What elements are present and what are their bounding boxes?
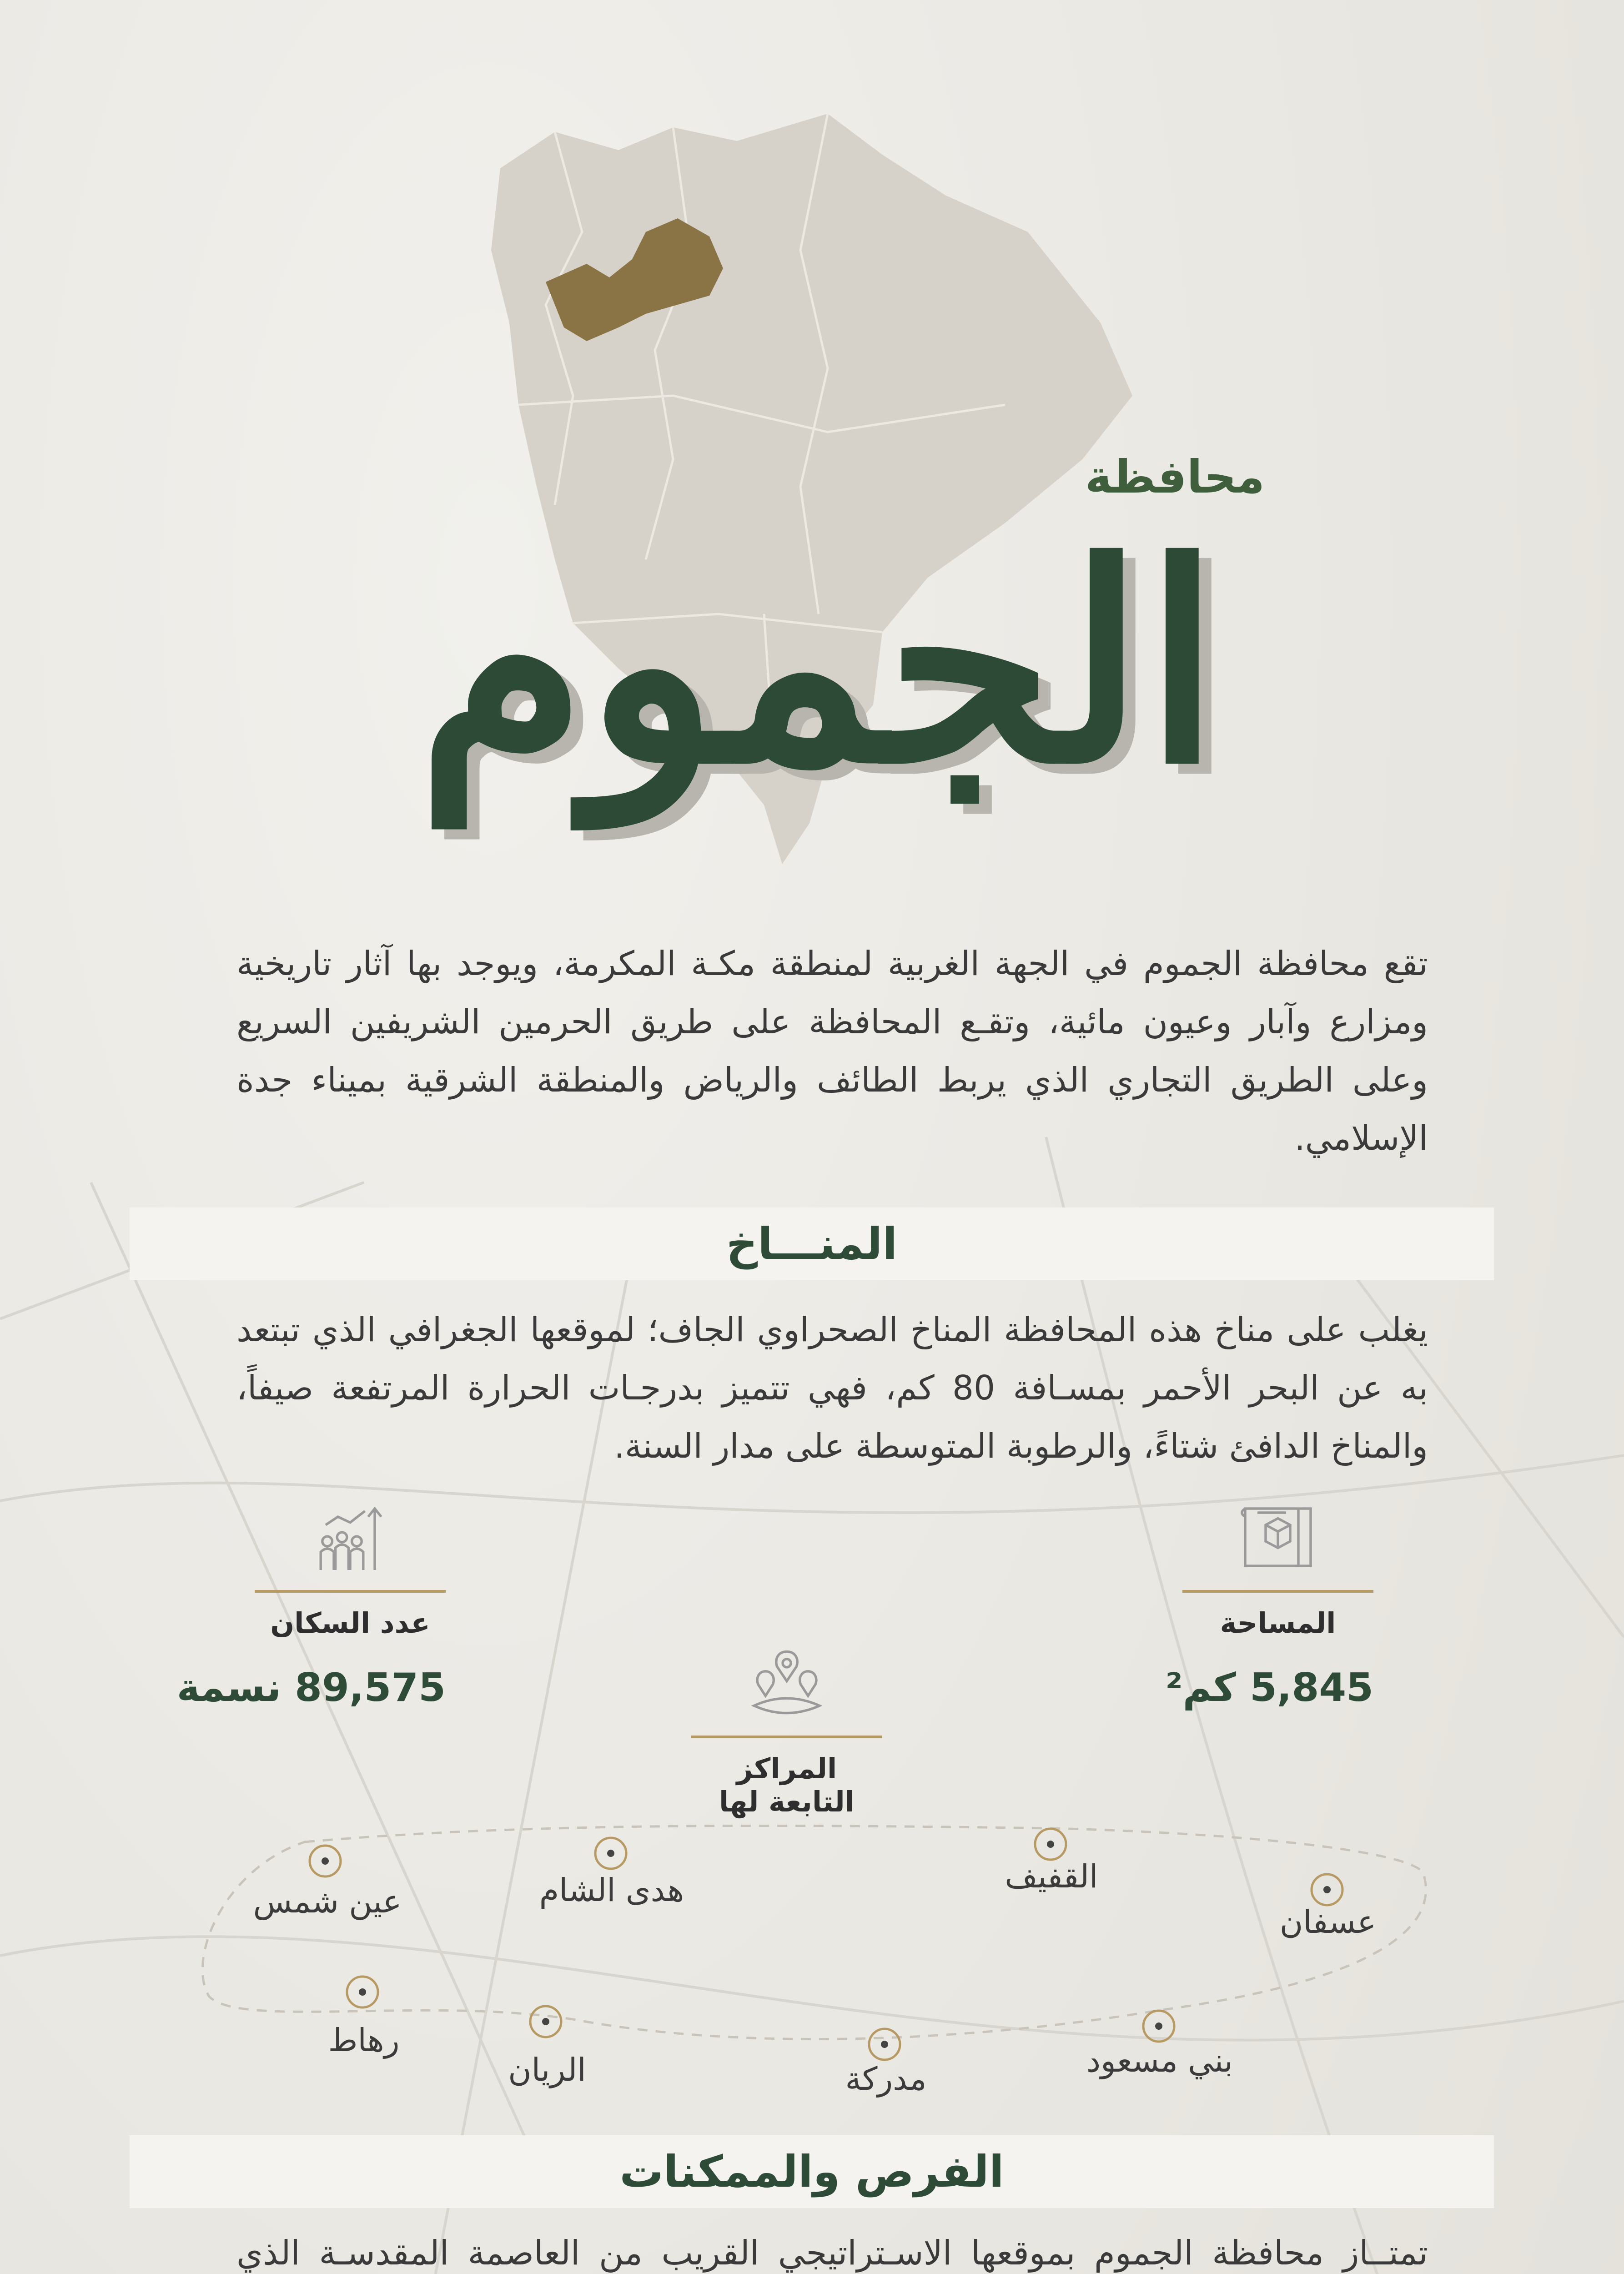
centers-divider [691, 1736, 882, 1738]
climate-header-band [130, 1207, 1494, 1280]
area-divider [1182, 1590, 1373, 1593]
center-name: عين شمس [253, 1883, 402, 1920]
governorate-label: محافظة [1085, 450, 1265, 503]
centers-label: المراكز التابعة لها [719, 1752, 855, 1818]
map-pins-icon [746, 1642, 828, 1724]
population-label: عدد السكان [270, 1606, 430, 1640]
area-value: 5,845 كم² [1165, 1665, 1373, 1711]
opportunities-paragraph: تمتــاز محافظة الجموم بموقعها الاسـتراتيجي القريب من العاصمة المقدسـة الذي [236, 2234, 1428, 2273]
opportunities-header-band [130, 2135, 1494, 2208]
population-value: 89,575 نسمة [176, 1665, 446, 1711]
center-name: عسفان [1279, 1903, 1377, 1941]
center-name: مدركة [845, 2060, 927, 2098]
population-growth-icon [309, 1496, 391, 1578]
center-name: رهاط [328, 2022, 400, 2059]
centers-stat [691, 1642, 882, 1818]
area-label: المساحة [1220, 1606, 1336, 1640]
center-name: هدى الشام [539, 1872, 684, 1909]
centers-route [196, 1815, 1433, 2115]
center-name: القفيف [1005, 1858, 1098, 1895]
governorate-name: الجموم [417, 503, 1220, 824]
center-name: بني مسعود [1086, 2042, 1233, 2079]
climate-paragraph: يغلب على مناخ هذه المحافظة المناخ الصحراوي الجاف؛ لموقعها الجغرافي الذي تبتعد به عن البحر الأحمر بمسـافة 80 كم، فهي تتميز بدرجـات الحرارة المرتفعة صيفاً، والمناخ الدافئ شتاءً، والرطوبة المتوسطة على مدار السنة. [236, 1310, 1428, 1466]
center-name: الريان [508, 2051, 586, 2088]
climate-title: المنـــاخ [726, 1218, 898, 1269]
population-divider [255, 1590, 446, 1593]
population-stat [176, 1496, 446, 1711]
area-stat [1165, 1496, 1373, 1711]
opportunities-title: الفرص والممكنات [619, 2146, 1004, 2197]
intro-paragraph: تقع محافظة الجموم في الجهة الغربية لمنطقة مكـة المكرمة، ويوجد بها آثار تاريخية ومزارع وآبار وعيون مائية، وتقـع المحافظة على طريق الحرمين الشريفين السريع وعلى الطريق التجاري الذي يربط الطائف والرياض والمنطقة الشرقية بميناء جدة الإسلامي. [236, 944, 1428, 1158]
blueprint-area-icon [1237, 1496, 1319, 1578]
